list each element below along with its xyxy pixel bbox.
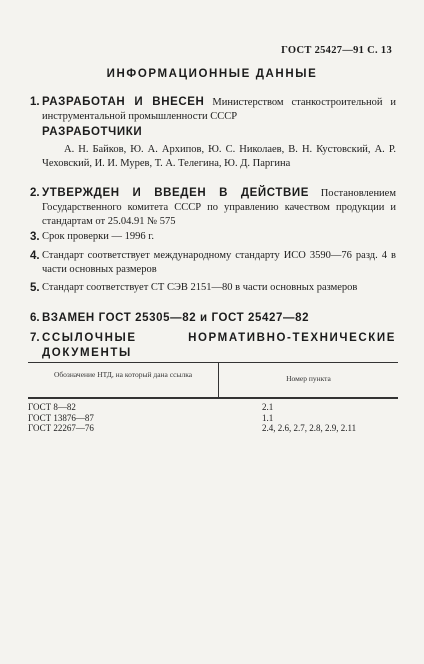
cell-document: ГОСТ 22267—76 [28,423,94,433]
section-heading: ВЗАМЕН ГОСТ 25305—82 и ГОСТ 25427—82 [42,312,310,324]
table-body [28,402,398,434]
cell-item: 2.4, 2.6, 2.7, 2.8, 2.9, 2.11 [262,423,357,433]
section-4 [30,249,396,277]
section-2 [30,186,396,229]
section-1 [30,95,396,124]
page-header: ГОСТ 25427—91 С. 13 [281,45,392,56]
cell-document: ГОСТ 8—82 [28,402,76,412]
table-row [28,402,398,413]
section-number: 6. [30,312,40,324]
cell-item: 2.1 [262,402,274,412]
section-number: 3. [30,231,40,243]
page-title: ИНФОРМАЦИОННЫЕ ДАННЫЕ [106,68,318,80]
section-text: Министерством станкостроительной и инструментальной промышленности СССР [42,97,396,122]
section-heading: УТВЕРЖДЕН И ВВЕДЕН В ДЕЙСТВИЕ [42,187,310,199]
section-6 [30,311,396,326]
cell-document: ГОСТ 13876—87 [28,412,94,423]
table-row [28,423,398,434]
section-text: Стандарт соответствует международному стандарту ИСО 3590—76 разд. 4 в части основных размеров [42,250,396,275]
section-heading: РАЗРАБОТАН И ВНЕСЕН [42,96,205,108]
section-heading: ССЫЛОЧНЫЕ НОРМАТИВНО-ТЕХНИЧЕСКИЕ ДОКУМЕНТЫ [42,332,396,359]
reference-table [28,362,398,399]
cell-item: 1.1 [262,412,274,423]
table-row [28,413,398,424]
section-number: 5. [30,282,40,294]
table-header [28,363,398,398]
column-header-item: Номер пункта [286,374,331,383]
section-number: 7. [30,332,40,344]
section-text: Срок проверки — 1996 г. [42,231,154,242]
section-number: 4. [30,250,40,262]
section-number: 1. [30,96,40,108]
section-7 [30,331,396,361]
section-number: 2. [30,187,40,199]
section-5 [30,281,396,295]
column-header-document: Обозначение НТД, на который дана ссылка [28,363,219,397]
section-text: Стандарт соответствует СТ СЭВ 2151—80 в части основных размеров [42,282,358,293]
section-text: Постановлением Государственного комитета СССР по управлению качеством продукции и стандартам от 25.04.91 № 575 [42,188,396,227]
developers-label: РАЗРАБОТЧИКИ [42,126,143,138]
section-3 [30,230,396,244]
developers-list: А. Н. Байков, Ю. А. Архипов, Ю. С. Николаев, В. Н. Кустовский, А. Р. Чеховский, И. И. Мурев, Т. А. Телегина, Ю. Д. Паргина [42,144,396,169]
